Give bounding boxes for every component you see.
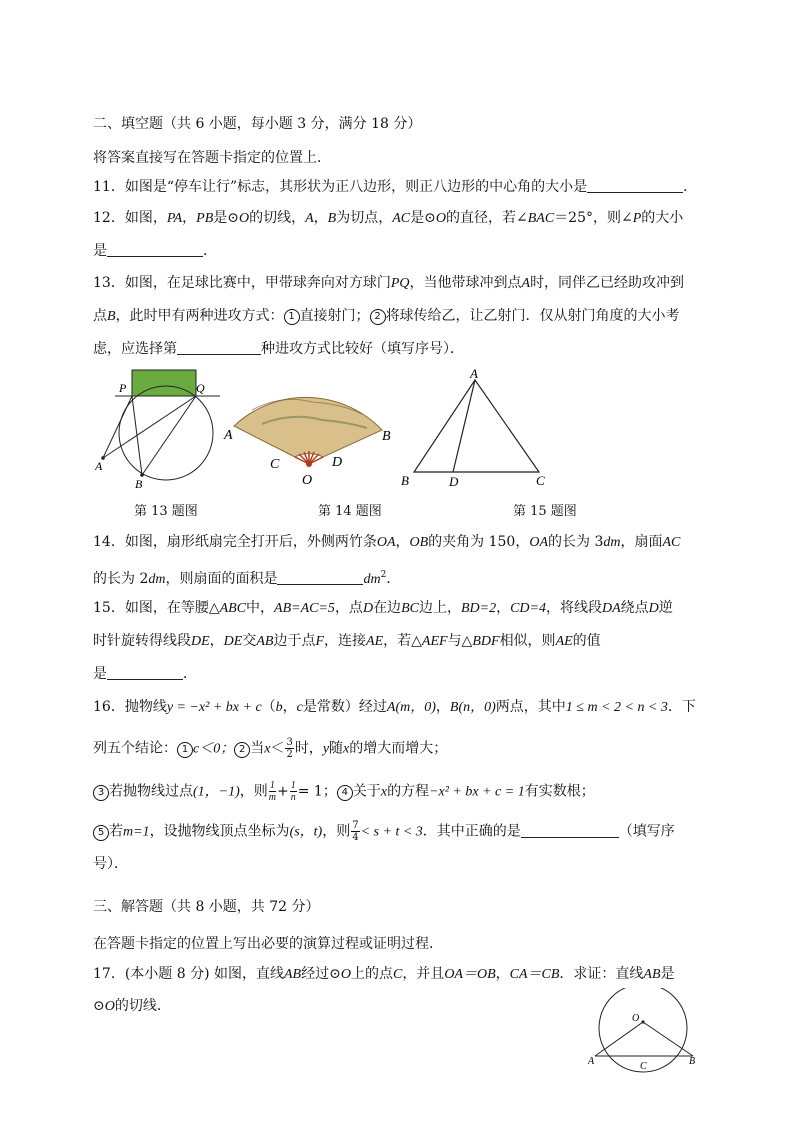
question-15-line-3: 是 ． [93,666,197,682]
figure-13 [95,368,230,493]
label-B: B [382,429,391,444]
circle-O [599,988,687,1072]
question-16-line-1: 16．抛物线y = −x² + bx + c（b，c是常数）经过A(m，0)，B(n，0)两点，其中1 ≤ m < 2 < n < 3．下 [93,699,696,715]
goal-rect [132,370,196,396]
question-11: 11．如图是“停车让行”标志，其形状为正八边形，则正八边形的中心角的大小是 ． [93,179,698,195]
caption-figure-15: 第 15 题图 [513,504,577,519]
question-16-line-2: 列五个结论： 1 c＜0； 2 当x＜ $\frac{3}{2}$ 时，y随x的增大而增大； [93,737,448,760]
section-3-instruction: 在答题卡指定的位置上写出必要的演算过程或证明过程． [93,936,443,952]
question-16-line-5: 号）． [93,856,128,872]
label-D: D [449,474,459,489]
answer-blank[interactable] [521,822,619,838]
figure-15 [395,368,555,490]
label-C: C [536,473,545,488]
question-15-line-2: 时针旋转得线段DE，DE交AB边于点F，连接AE，若△AEF与△BDF相似，则AE的值 [93,633,601,649]
triangle-ABC [414,380,539,472]
label-A: A [224,428,233,443]
label-A: A [470,368,478,381]
question-13-line-1: 13．如图，在足球比赛中，甲带球奔向对方球门PQ，当他带球冲到点A时，同伴乙已经助攻冲到 [93,275,685,291]
label-D: D [332,455,343,470]
label-O: O [302,473,313,488]
section-3-heading: 三、解答题（共 8 小题，共 72 分） [93,899,320,915]
answer-blank[interactable] [107,664,183,680]
label-C: C [270,457,280,472]
section-2-instruction: 将答案直接写在答题卡指定的位置上． [93,150,331,166]
label-C: C [640,1061,647,1072]
label-B: B [689,1056,696,1067]
question-14-line-2: 的长为 2dm，则扇面的面积是 $dm^2$． [93,570,401,587]
fan-paper [234,397,382,457]
fraction-three-halves: $\frac{3}{2}$ [286,737,293,760]
label-A: A [588,1056,595,1067]
answer-blank[interactable] [107,241,203,257]
label-P: P [119,381,127,395]
question-12-line-2: 是 ． [93,243,217,259]
question-13-line-2: 点B，此时甲有两种进攻方式： 1 直接射门； 2 将球传给乙，让乙射门．仅从射门角度的大小考 [93,308,680,324]
question-13-line-3: 虑，应选择第 种进攻方式比较好（填写序号）． [93,341,464,357]
answer-blank[interactable] [587,177,683,193]
caption-figure-13: 第 13 题图 [134,504,198,519]
question-17-line-1: 17．(本小题 8 分) 如图，直线AB经过⊙O上的点C，并且OA＝OB，CA＝CB．求证：直线AB是 [93,966,675,982]
question-16-line-3: 3 若抛物线过点(1，−1)，则 $\frac{1}{m}$ + $\frac{1}{n}$ = 1； 4 关于x的方程−x² + bx + c = 1有实数根； [93,780,595,803]
section-2-heading: 二、填空题（共 6 小题，每小题 3 分，满分 18 分） [93,116,422,132]
answer-blank[interactable] [277,569,363,585]
label-O: O [632,1013,640,1024]
figure-14 [222,374,397,489]
label-B: B [135,477,143,491]
label-A: A [95,459,103,473]
question-17-line-2: ⊙O的切线． [93,998,171,1014]
label-B: B [401,473,409,488]
question-12-line-1: 12．如图，PA，PB是⊙O的切线，A，B为切点，AC是⊙O的直径，若∠BAC＝25°，则∠P的大小 [93,210,684,226]
question-14-line-1: 14．如图，扇形纸扇完全打开后，外侧两竹条OA，OB的夹角为 150，OA的长为 3dm，扇面AC [93,534,681,550]
question-15-line-1: 15．如图，在等腰△ABC中，AB=AC=5，点D在边BC边上，BD=2，CD=4，将线段DA绕点D逆 [93,600,673,616]
figure-17 [585,988,705,1078]
answer-blank[interactable] [177,339,261,355]
caption-figure-14: 第 14 题图 [318,504,382,519]
question-16-line-4: 5 若m=1，设抛物线顶点坐标为(s，t)，则 $\frac{7}{4}$ < s + t < 3．其中正确的是 （填写序 [93,820,675,843]
label-Q: Q [196,381,205,395]
